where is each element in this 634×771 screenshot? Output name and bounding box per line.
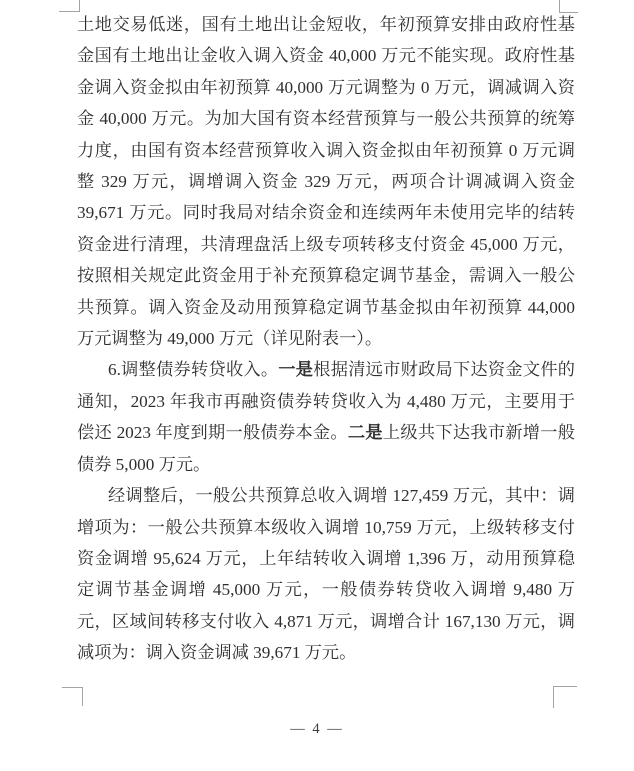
paragraph: [77, 354, 575, 480]
page-number: — 4 —: [290, 721, 344, 737]
document-body: [77, 9, 575, 669]
bold-text-run: 二是: [347, 423, 383, 443]
text-run: 6.调整债券转贷收入。: [108, 360, 279, 380]
text-run: 根据清远市财政局下达资金文件的通知，2023 年我市再融资债券转贷收入为 4,480 万元，主要用于偿还 2023 年度到期一般债券本金。: [77, 360, 575, 443]
crop-mark-bottom-left: [62, 687, 83, 706]
text-run: 土地交易低迷，国有土地出让金短收，年初预算安排由政府性基金国有土地出让金收入调入资金 40,000 万元不能实现。政府性基金调入资金拟由年初预算 40,000 万元调整为 0 万元，调减调入资金 40,000 万元。为加大国有资本经营预算与一般公共预算的统筹力度，由国有资本经营预算收入调入资金拟由年初预算 0 万元调整 329 万元，调增调入资金 329 万元，两项合计调减调入资金 39,671 万元。同时我局对结余资金和连续两年未使用完毕的结转资金进行清理，共清理盘活上级专项转移支付资金 45,000 万元，按照相关规定此资金用于补充预算稳定调节基金，需调入一般公共预算。调入资金及动用预算稳定调节基金拟由年初预算 44,000 万元调整为 49,000 万元（详见附表一）。: [77, 15, 575, 349]
bold-text-run: 一是: [278, 360, 314, 380]
paragraph: [77, 480, 575, 668]
text-run: 上级共下达我市新增一般债券 5,000 万元。: [77, 423, 575, 474]
crop-mark-bottom-right: [553, 686, 577, 708]
paragraph: [77, 9, 575, 354]
text-run: 经调整后，一般公共预算总收入调增 127,459 万元，其中：调增项为：一般公共预算本级收入调增 10,759 万元，上级转移支付资金调增 95,624 万元，上年结转收入调增 1,396 万，动用预算稳定调节基金调增 45,000 万元，一般债券转贷收入调增 9,480 万元，区域间转移支付收入 4,871 万元，调增合计 167,130 万元，调减项为：调入资金调减 39,671 万元。: [77, 486, 575, 663]
